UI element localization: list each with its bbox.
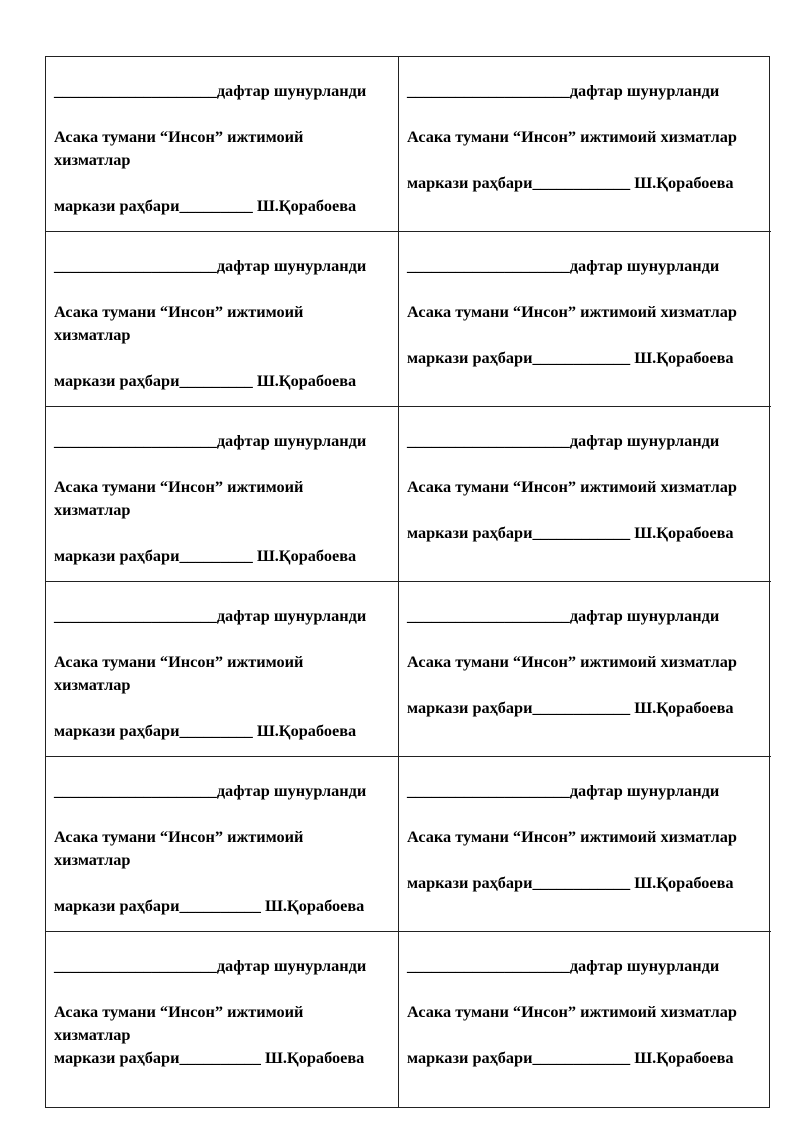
head-signature-line: маркази раҳбари__________ Ш.Қорабоева xyxy=(54,896,365,915)
notebook-laced-line: ____________________дафтар шунурланди xyxy=(54,81,367,100)
label-cell xyxy=(399,757,771,932)
label-cell xyxy=(46,232,399,407)
head-signature-line: маркази раҳбари____________ Ш.Қорабоева xyxy=(407,698,734,717)
organization-line-continued: хизматлар xyxy=(54,150,131,169)
label-cell xyxy=(399,582,771,757)
organization-line-continued: хизматлар xyxy=(54,850,131,869)
notebook-laced-line: ____________________дафтар шунурланди xyxy=(54,781,367,800)
label-cell xyxy=(46,932,399,1107)
notebook-laced-line: ____________________дафтар шунурланди xyxy=(407,256,720,275)
organization-line: Асака тумани “Инсон” ижтимоий хизматлар xyxy=(407,1002,737,1021)
organization-line-continued: хизматлар xyxy=(54,1025,131,1044)
organization-line: Асака тумани “Инсон” ижтимоий xyxy=(54,652,304,671)
head-signature-line: маркази раҳбари_________ Ш.Қорабоева xyxy=(54,196,357,215)
organization-line-continued: хизматлар xyxy=(54,500,131,519)
head-signature-line: маркази раҳбари____________ Ш.Қорабоева xyxy=(407,873,734,892)
organization-line: Асака тумани “Инсон” ижтимоий хизматлар xyxy=(407,652,737,671)
organization-line-continued: хизматлар xyxy=(54,325,131,344)
head-signature-line: маркази раҳбари____________ Ш.Қорабоева xyxy=(407,173,734,192)
notebook-laced-line: ____________________дафтар шунурланди xyxy=(407,606,720,625)
label-cell xyxy=(46,407,399,582)
label-cell xyxy=(46,57,399,232)
notebook-laced-line: ____________________дафтар шунурланди xyxy=(407,431,720,450)
organization-line-continued: хизматлар xyxy=(54,675,131,694)
head-signature-line: маркази раҳбари__________ Ш.Қорабоева xyxy=(54,1048,365,1067)
organization-line: Асака тумани “Инсон” ижтимоий xyxy=(54,127,304,146)
notebook-laced-line: ____________________дафтар шунурланди xyxy=(54,606,367,625)
organization-line: Асака тумани “Инсон” ижтимоий хизматлар xyxy=(407,127,737,146)
label-cell xyxy=(399,407,771,582)
notebook-laced-line: ____________________дафтар шунурланди xyxy=(407,956,720,975)
label-cell xyxy=(46,757,399,932)
label-sheet-grid xyxy=(45,56,770,1108)
label-cell xyxy=(46,582,399,757)
head-signature-line: маркази раҳбари____________ Ш.Қорабоева xyxy=(407,348,734,367)
organization-line: Асака тумани “Инсон” ижтимоий xyxy=(54,1002,304,1021)
notebook-laced-line: ____________________дафтар шунурланди xyxy=(407,81,720,100)
head-signature-line: маркази раҳбари_________ Ш.Қорабоева xyxy=(54,371,357,390)
head-signature-line: маркази раҳбари____________ Ш.Қорабоева xyxy=(407,1048,734,1067)
head-signature-line: маркази раҳбари_________ Ш.Қорабоева xyxy=(54,721,357,740)
label-cell xyxy=(399,932,771,1107)
organization-line: Асака тумани “Инсон” ижтимоий хизматлар xyxy=(407,302,737,321)
organization-line: Асака тумани “Инсон” ижтимоий xyxy=(54,477,304,496)
notebook-laced-line: ____________________дафтар шунурланди xyxy=(54,256,367,275)
organization-line: Асака тумани “Инсон” ижтимоий xyxy=(54,302,304,321)
notebook-laced-line: ____________________дафтар шунурланди xyxy=(407,781,720,800)
organization-line: Асака тумани “Инсон” ижтимоий хизматлар xyxy=(407,477,737,496)
organization-line: Асака тумани “Инсон” ижтимоий хизматлар xyxy=(407,827,737,846)
head-signature-line: маркази раҳбари_________ Ш.Қорабоева xyxy=(54,546,357,565)
notebook-laced-line: ____________________дафтар шунурланди xyxy=(54,431,367,450)
head-signature-line: маркази раҳбари____________ Ш.Қорабоева xyxy=(407,523,734,542)
label-cell xyxy=(399,232,771,407)
notebook-laced-line: ____________________дафтар шунурланди xyxy=(54,956,367,975)
organization-line: Асака тумани “Инсон” ижтимоий xyxy=(54,827,304,846)
label-cell xyxy=(399,57,771,232)
